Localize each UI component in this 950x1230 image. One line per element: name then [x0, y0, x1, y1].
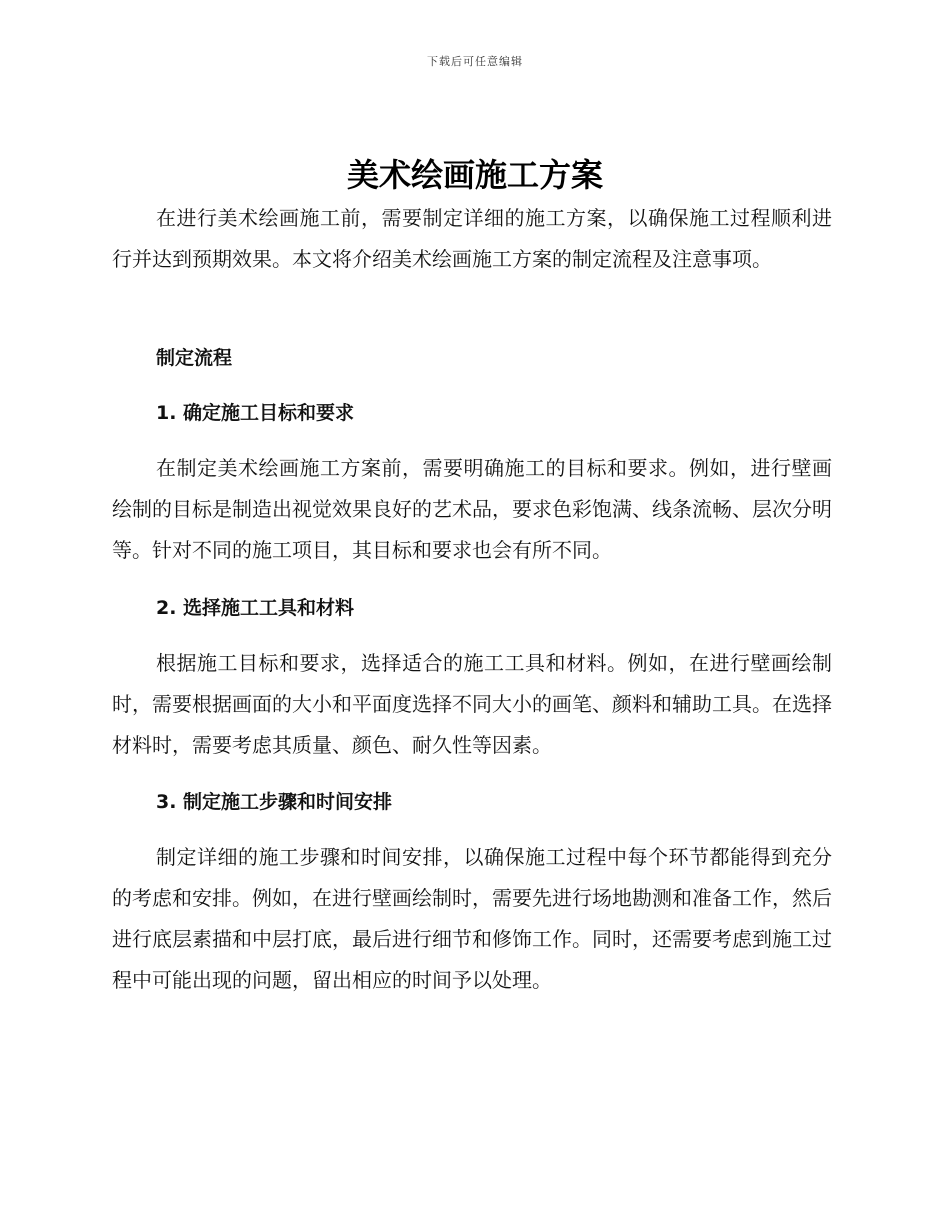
step-2-heading-block: [112, 588, 832, 629]
step-heading: 2. 选择施工工具和材料: [156, 597, 355, 619]
step-paragraph: 制定详细的施工步骤和时间安排，以确保施工过程中每个环节都能得到充分的考虑和安排。例如，在进行壁画绘制时，需要先进行场地勘测和准备工作，然后进行底层素描和中层打底，最后进行细节和修饰工作。同时，还需要考虑到施工过程中可能出现的问题，留出相应的时间予以处理。: [112, 845, 832, 992]
step-1-text-block: [112, 448, 832, 571]
step-heading: 1. 确定施工目标和要求: [156, 402, 355, 424]
page-header: 下载后可任意编辑: [427, 55, 523, 68]
document-title: 美术绘画施工方案: [346, 156, 603, 194]
intro-paragraph: 在进行美术绘画施工前，需要制定详细的施工方案，以确保施工过程顺利进行并达到预期效果。本文将介绍美术绘画施工方案的制定流程及注意事项。: [112, 206, 832, 271]
section-block: [112, 338, 832, 379]
section-heading: 制定流程: [156, 347, 233, 369]
step-heading: 3. 制定施工步骤和时间安排: [156, 791, 393, 813]
step-2-text-block: [112, 643, 832, 766]
step-paragraph: 根据施工目标和要求，选择适合的施工工具和材料。例如，在进行壁画绘制时，需要根据画面的大小和平面度选择不同大小的画笔、颜料和辅助工具。在选择材料时，需要考虑其质量、颜色、耐久性等因素。: [112, 651, 832, 757]
step-1-heading-block: [112, 393, 832, 434]
intro-block: [112, 198, 832, 280]
step-3-text-block: [112, 837, 832, 1001]
step-3-heading-block: [112, 782, 832, 823]
step-paragraph: 在制定美术绘画施工方案前，需要明确施工的目标和要求。例如，进行壁画绘制的目标是制造出视觉效果良好的艺术品，要求色彩饱满、线条流畅、层次分明等。针对不同的施工项目，其目标和要求也会有所不同。: [112, 456, 832, 562]
